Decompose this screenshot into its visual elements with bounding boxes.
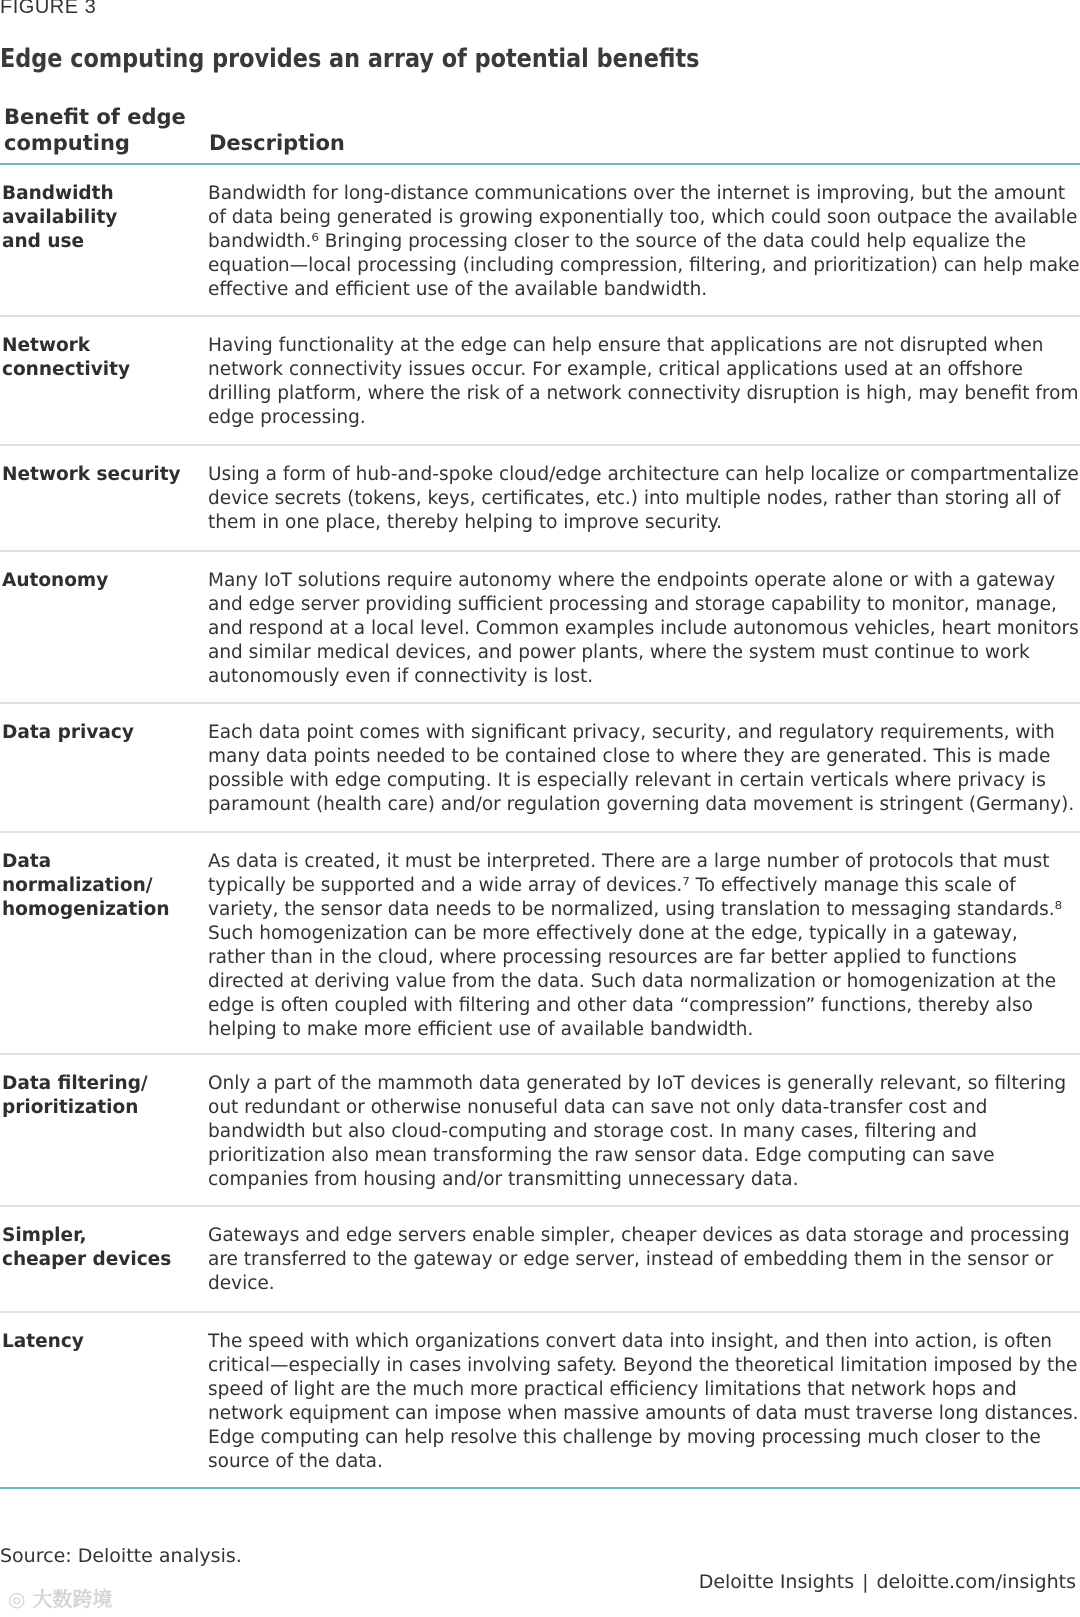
watermark	[8, 1583, 112, 1612]
footer-brand: Deloitte Insights	[698, 1571, 855, 1593]
table-row	[0, 1207, 1080, 1313]
description-cell: Bandwidth for long-distance communications over the internet is improving, but the amount of data being generated is growing exponentially too, which could soon outpace the available bandwidth.⁶ Bringing processing closer to the source of the data could help equalize the equation—local processing (including compression, filtering, and prioritization) can help make effective and efficient use of the available bandwidth.	[208, 183, 1080, 300]
table-row	[0, 1313, 1080, 1489]
footer-credit	[699, 1571, 1076, 1593]
figure-label: FIGURE 3	[0, 0, 97, 18]
description-cell: As data is created, it must be interpreted. There are a large number of protocols that must typically be supported and a wide array of devices.⁷ To effectively manage this scale of variety, the sensor data needs to be normalized, using translation to messaging standards.⁸ Such homogenization can be more effectively done at the edge, typically in a gateway, rather than in the cloud, where processing resources are far better applied to functions directed at deriving value from the data. Such data normalization or homogenization at the edge is often coupled with filtering and other data “compression” functions, thereby also helping to make more efficient use of available bandwidth.	[208, 851, 1063, 1040]
table-row	[0, 317, 1080, 446]
table-row	[0, 552, 1080, 704]
table-row	[0, 165, 1080, 317]
benefit-cell: Simpler, cheaper devices	[2, 1225, 172, 1270]
benefit-cell: Bandwidth availability and use	[2, 183, 118, 252]
footer-link[interactable]: deloitte.com/insights	[876, 1571, 1076, 1593]
description-cell: Many IoT solutions require autonomy where the endpoints operate alone or with a gateway and edge server providing sufficient processing and storage capability to monitor, manage, and respond at a local level. Common examples include autonomous vehicles, heart monitors and similar medical devices, and power plants, where the system must continue to work autonomously even if connectivity is lost.	[208, 570, 1079, 687]
benefit-cell: Data filtering/ prioritization	[2, 1073, 148, 1118]
benefits-table	[0, 102, 1080, 1489]
column-header-description: Description	[209, 131, 345, 155]
watermark-logo-icon: ◎	[8, 1587, 26, 1611]
footer-separator: |	[862, 1571, 869, 1593]
source-note: Source: Deloitte analysis.	[0, 1545, 242, 1567]
benefit-cell: Network connectivity	[2, 335, 131, 380]
description-cell: The speed with which organizations convert data into insight, and then into action, is often critical—especially in cases involving safety. Beyond the theoretical limitation imposed by the speed of light are the much more practical efficiency limitations that network hops and network equipment can impose when massive amounts of data must traverse long distances. Edge computing can help resolve this challenge by moving processing much closer to the source of the data.	[208, 1331, 1079, 1472]
description-cell: Having functionality at the edge can help ensure that applications are not disrupted when network connectivity issues occur. For example, critical applications used at an offshore drilling platform, where the risk of a network connectivity disruption is high, may benefit from edge processing.	[208, 335, 1079, 428]
description-cell: Gateways and edge servers enable simpler, cheaper devices as data storage and processing are transferred to the gateway or edge server, instead of embedding them in the sensor or device.	[208, 1225, 1070, 1294]
figure-title: Edge computing provides an array of potential benefits	[0, 44, 700, 74]
table-row	[0, 704, 1080, 833]
benefit-cell: Latency	[2, 1331, 84, 1352]
benefit-cell: Autonomy	[2, 570, 109, 591]
description-cell: Each data point comes with significant privacy, security, and regulatory requirements, with many data points needed to be contained close to where they are generated. This is made possible with edge computing. It is especially relevant in certain verticals where privacy is paramount (health care) and/or regulation governing data movement is stringent (Germany).	[208, 722, 1075, 815]
benefit-cell: Network security	[2, 464, 181, 485]
table-row	[0, 446, 1080, 552]
column-header-benefit: Benefit of edge computing	[4, 105, 186, 155]
description-cell: Only a part of the mammoth data generated by IoT devices is generally relevant, so filtering out redundant or otherwise nonuseful data can save not only data-transfer cost and bandwidth but also cloud-computing and storage cost. In many cases, filtering and prioritization also mean transforming the raw sensor data. Edge computing can save companies from housing and/or transmitting unnecessary data.	[208, 1073, 1067, 1190]
table-row	[0, 1055, 1080, 1207]
table-header	[0, 102, 1080, 165]
description-cell: Using a form of hub-and-spoke cloud/edge architecture can help localize or compartmentalize device secrets (tokens, keys, certificates, etc.) into multiple nodes, rather than storing all of them in one place, thereby helping to improve security.	[208, 464, 1079, 533]
benefit-cell: Data normalization/ homogenization	[2, 851, 170, 920]
table-row	[0, 833, 1080, 1055]
watermark-text: 大数跨境	[32, 1587, 113, 1611]
benefit-cell: Data privacy	[2, 722, 134, 743]
